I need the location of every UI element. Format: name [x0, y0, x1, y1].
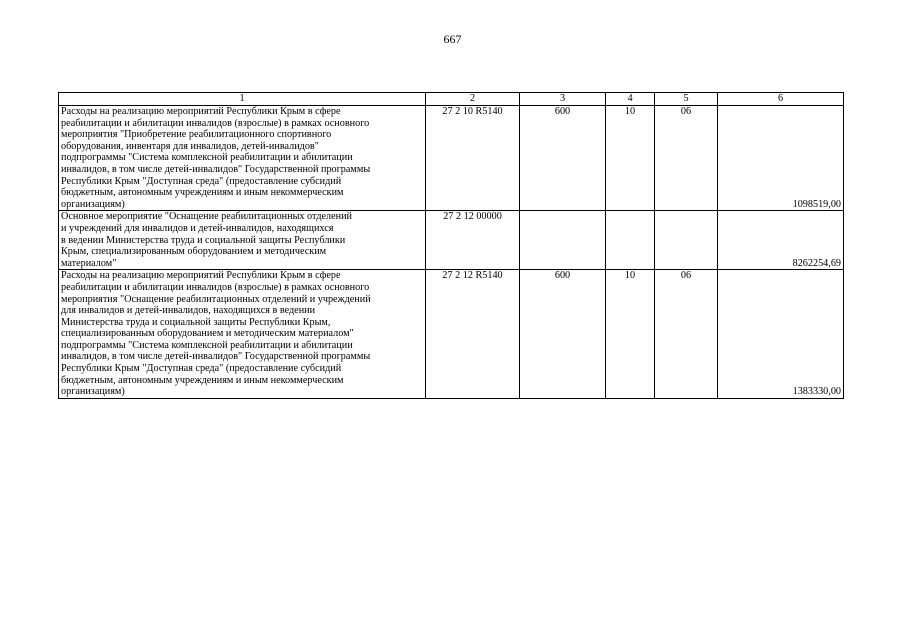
row-section: 10 [606, 106, 655, 211]
description-line: организациям) [61, 198, 125, 210]
description-line: подпрограммы "Система комплексной реабилитации и абилитации [61, 152, 353, 164]
header-row [59, 93, 844, 106]
description-line: Республики Крым "Доступная среда" (предоставление субсидий [61, 175, 342, 187]
description-line: организациям) [61, 386, 125, 398]
description-line: материалом" [61, 257, 117, 269]
row-subsection [655, 211, 718, 270]
row-expense-type: 600 [520, 106, 606, 211]
description-line: Расходы на реализацию мероприятий Республики Крым в сфере [61, 106, 341, 117]
description-line: мероприятия "Оснащение реабилитационных отделений и учреждений [61, 293, 371, 305]
row-expense-type: 600 [520, 270, 606, 399]
description-line: и учреждений для инвалидов и детей-инвалидов, находящихся [61, 222, 334, 234]
description-line: оборудования, инвентаря для инвалидов, детей-инвалидов" [61, 140, 319, 152]
description-line: Крым, специализированным оборудованием и методическим [61, 246, 327, 258]
row-description [59, 270, 426, 399]
description-line: инвалидов, в том числе детей-инвалидов" Государственной программы [61, 163, 371, 175]
row-section: 10 [606, 270, 655, 399]
table-row [59, 270, 844, 399]
description-line: реабилитации и абилитации инвалидов (взрослые) в рамках основного [61, 281, 370, 293]
description-line: подпрограммы "Система комплексной реабилитации и абилитации [61, 339, 353, 351]
description-line: для инвалидов и детей-инвалидов, находящихся в ведении [61, 305, 316, 317]
column-header: 3 [520, 93, 606, 106]
column-header: 4 [606, 93, 655, 106]
row-expense-type [520, 211, 606, 270]
description-line: инвалидов, в том числе детей-инвалидов" Государственной программы [61, 351, 371, 363]
description-line: Министерства труда и социальной защиты Республики Крым, [61, 316, 331, 328]
description-line: мероприятия "Приобретение реабилитационного спортивного [61, 129, 332, 141]
description-line: Расходы на реализацию мероприятий Республики Крым в сфере [61, 270, 341, 282]
page-number: 667 [443, 32, 462, 46]
description-line: специализированным оборудованием и методическим материалом" [61, 328, 354, 340]
description-line: бюджетным, автономным учреждениям и иным некоммерческим [61, 374, 344, 386]
row-section [606, 211, 655, 270]
description-line: Республики Крым "Доступная среда" (предоставление субсидий [61, 363, 342, 375]
row-description [59, 106, 426, 211]
budget-table [58, 92, 844, 399]
row-code: 27 2 12 00000 [426, 211, 520, 270]
row-sum: 1383330,00 [718, 270, 844, 399]
row-sum: 1098519,00 [718, 106, 844, 211]
row-code: 27 2 10 R5140 [426, 106, 520, 211]
row-subsection: 06 [655, 270, 718, 399]
description-line: в ведении Министерства труда и социальной защиты Республики [61, 234, 346, 246]
row-code: 27 2 12 R5140 [426, 270, 520, 399]
row-subsection: 06 [655, 106, 718, 211]
row-description [59, 211, 426, 270]
table-row [59, 211, 844, 270]
column-header: 6 [718, 93, 844, 106]
table-row [59, 106, 844, 211]
column-header: 2 [426, 93, 520, 106]
column-header: 5 [655, 93, 718, 106]
description-line: реабилитации и абилитации инвалидов (взрослые) в рамках основного [61, 117, 370, 129]
column-header: 1 [59, 93, 426, 106]
description-line: бюджетным, автономным учреждениям и иным некоммерческим [61, 187, 344, 199]
description-line: Основное мероприятие "Оснащение реабилитационных отделений [61, 211, 352, 223]
row-sum: 8262254,69 [718, 211, 844, 270]
